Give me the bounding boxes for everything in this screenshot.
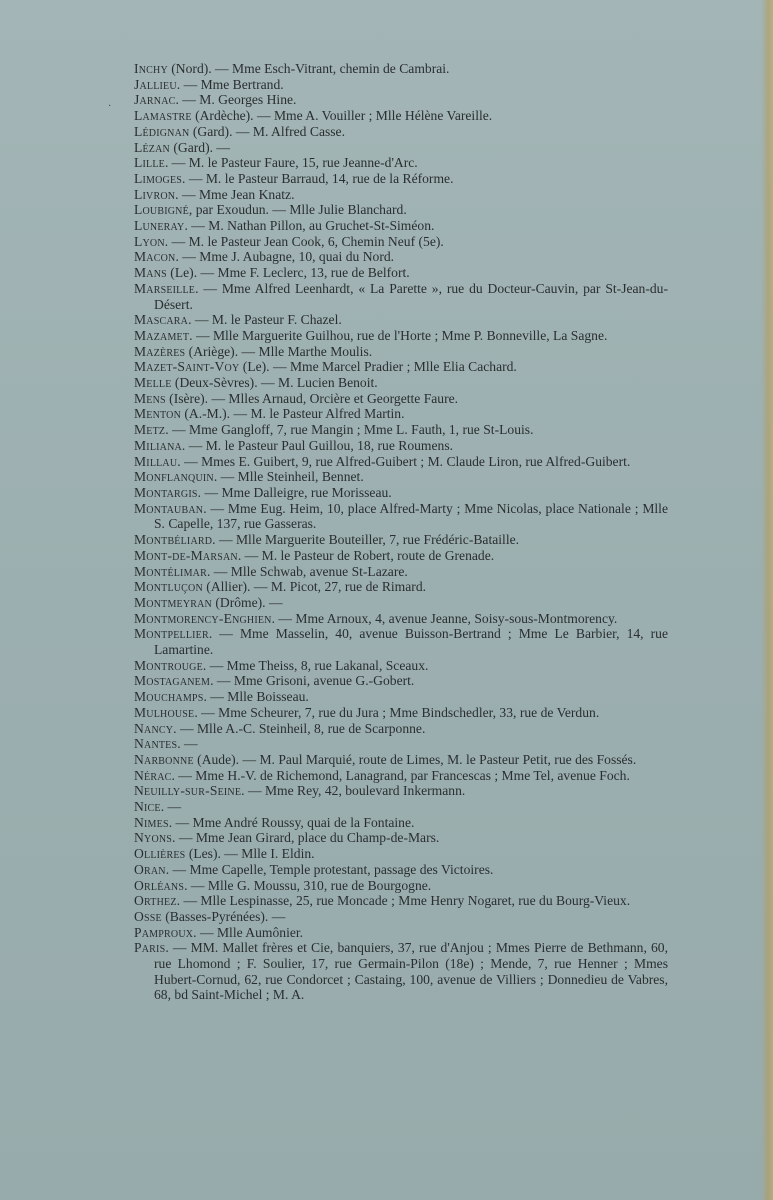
entry-place: Montélimar — [134, 563, 207, 579]
entry-text: (Ariège). — Mlle Marthe Moulis. — [185, 343, 373, 359]
directory-entry — [134, 202, 668, 218]
entry-text: . — M. le Pasteur Jean Cook, 6, Chemin Neuf (5e). — [164, 233, 444, 249]
entry-place: Oran — [134, 861, 166, 877]
entry-text: . — Mme Arnoux, 4, avenue Jeanne, Soisy-sous-Montmorency. — [271, 610, 618, 626]
entry-place: Nantes — [134, 736, 178, 752]
entry-place: Limoges — [134, 170, 183, 186]
entry-text: . — Mme Rey, 42, boulevard Inkermann. — [241, 783, 466, 799]
entry-text: (Ardèche). — Mme A. Vouiller ; Mlle Hélène Vareille. — [191, 108, 493, 124]
entry-place: Montargis — [134, 484, 198, 500]
entry-text: (Le). — Mme F. Leclerc, 13, rue de Belfort. — [166, 265, 410, 281]
directory-entry — [134, 783, 668, 799]
entry-text: . — Mme André Roussy, quai de la Fontaine. — [168, 814, 415, 830]
directory-entry — [134, 548, 668, 564]
entry-text: . — Mlle Schwab, avenue St-Lazare. — [206, 563, 408, 579]
directory-entry — [134, 862, 668, 878]
entry-place: Mazamet — [134, 327, 190, 343]
directory-entry — [134, 108, 668, 124]
entry-place: Mouchamps — [134, 689, 204, 705]
page-edge — [761, 0, 773, 1200]
entry-place: Miliana — [134, 437, 182, 453]
directory-entry — [134, 736, 668, 752]
entry-place: Inchy — [134, 61, 168, 76]
entry-place: Narbonne — [134, 751, 194, 767]
directory-entry — [134, 705, 668, 721]
entry-text: . — Mme Grisoni, avenue G.-Gobert. — [210, 673, 415, 689]
entry-text: . — Mme Alfred Leenhardt, « La Parette », rue du Docteur-Cauvin, par St-Jean-du-Désert. — [154, 280, 668, 312]
entry-place: Montluçon — [134, 579, 203, 595]
entry-text: . — Mlle A.-C. Steinheil, 8, rue de Scarponne. — [173, 720, 426, 736]
entry-text: (Basses-Pyrénées). — — [161, 908, 286, 924]
entry-place: Marseille — [134, 280, 196, 296]
directory-entry — [134, 501, 668, 532]
entry-place: Mens — [134, 390, 166, 406]
directory-entry — [134, 752, 668, 768]
entry-place: Metz — [134, 422, 166, 438]
entry-text: . — M. le Pasteur Faure, 15, rue Jeanne-d'Arc. — [164, 155, 418, 171]
directory-entry — [134, 234, 668, 250]
entry-place: Loubigné — [134, 202, 189, 218]
entry-list — [134, 61, 668, 1003]
entry-text: . — Mlle Lespinasse, 25, rue Moncade ; Mme Henry Nogaret, rue du Bourg-Vieux. — [176, 893, 631, 909]
entry-place: Lyon — [134, 233, 165, 249]
entry-text: . — M. Georges Hine. — [175, 92, 297, 108]
entry-text: . — Mme Scheurer, 7, rue du Jura ; Mme Bindschedler, 33, rue de Verdun. — [194, 704, 600, 720]
directory-entry — [134, 878, 668, 894]
entry-place: Nyons — [134, 830, 173, 846]
directory-entry — [134, 925, 668, 941]
directory-entry — [134, 140, 668, 156]
entry-place: Mazet-Saint-Voy — [134, 359, 240, 375]
entry-text: (Gard). — — [169, 139, 230, 155]
directory-entry — [134, 564, 668, 580]
entry-text: . — Mme J. Aubagne, 10, quai du Nord. — [175, 249, 395, 265]
entry-text: . — M. le Pasteur Paul Guillou, 18, rue Roumens. — [181, 437, 454, 453]
directory-entry — [134, 626, 668, 657]
entry-text: . — Mme Gangloff, 7, rue Mangin ; Mme L. Fauth, 1, rue St-Louis. — [165, 422, 534, 438]
entry-text: . — Mlle G. Moussu, 310, rue de Bourgogne. — [184, 877, 432, 893]
entry-text: . — Mmes E. Guibert, 9, rue Alfred-Guibert ; M. Claude Liron, rue Alfred-Guibert. — [177, 453, 631, 469]
entry-place: Jarnac — [134, 92, 176, 108]
entry-text: . — Mlle Aumônier. — [193, 924, 304, 940]
entry-place: Mulhouse — [134, 704, 195, 720]
entry-text: (Gard). — M. Alfred Casse. — [189, 123, 345, 139]
directory-entry — [134, 909, 668, 925]
directory-entry — [134, 940, 668, 1003]
entry-place: Montpellier — [134, 626, 209, 642]
directory-entry — [134, 375, 668, 391]
entry-text: . — M. le Pasteur de Robert, route de Grenade. — [237, 547, 495, 563]
entry-text: . — M. le Pasteur F. Chazel. — [188, 312, 342, 328]
entry-text: . — Mme Bertrand. — [176, 76, 284, 92]
entry-text: . — MM. Mallet frères et Cie, banquiers, 37, rue d'Anjou ; Mmes Pierre de Bethmann, 60, rue Lhomond ; F. Soulier, 17, rue Germain-Pilon (18e) ; Mende, 7, rue Henner ; Mmes Hubert-Cornud, 62, rue Condorcet ; Castaing, 100, avenue de Villiers ; Donnedieu de Vabres, 68, bd Saint-Michel ; M. A. — [154, 940, 668, 1003]
entry-place: Monflanquin — [134, 469, 214, 485]
entry-text: (Deux-Sèvres). — M. Lucien Benoit. — [171, 375, 378, 391]
entry-text: (Aude). — M. Paul Marquié, route de Limes, M. le Pasteur Petit, rue des Fossés. — [193, 751, 637, 767]
directory-entry — [134, 893, 668, 909]
entry-place: Menton — [134, 406, 181, 422]
directory-entry — [134, 344, 668, 360]
entry-place: Mont-de-Marsan — [134, 547, 238, 563]
directory-entry — [134, 454, 668, 470]
directory-entry — [134, 721, 668, 737]
entry-text: . — Mme Masselin, 40, avenue Buisson-Bertrand ; Mme Le Barbier, 14, rue Lamartine. — [154, 626, 668, 658]
directory-entry — [134, 77, 668, 93]
directory-entry — [134, 815, 668, 831]
directory-entry — [134, 485, 668, 501]
entry-text: . — M. le Pasteur Barraud, 14, rue de la Réforme. — [182, 170, 454, 186]
entry-place: Orthez — [134, 893, 177, 909]
entry-place: Montbéliard — [134, 532, 213, 548]
entry-place: Mazères — [134, 343, 186, 359]
directory-entry — [134, 218, 668, 234]
entry-place: Montauban — [134, 500, 204, 516]
directory-entry — [134, 155, 668, 171]
directory-entry — [134, 249, 668, 265]
entry-text: (Allier). — M. Picot, 27, rue de Rimard. — [202, 579, 427, 595]
directory-entry — [134, 579, 668, 595]
entry-place: Nérac — [134, 767, 172, 783]
entry-text: . — Mme H.-V. de Richemond, Lanagrand, par Francescas ; Mme Tel, avenue Foch. — [171, 767, 630, 783]
entry-text: (Les). — Mlle I. Eldin. — [185, 846, 315, 862]
directory-entry — [134, 595, 668, 611]
entry-place: Lézan — [134, 139, 170, 155]
directory-entry — [134, 799, 668, 815]
margin-dot: · — [108, 101, 112, 112]
directory-entry — [134, 312, 668, 328]
directory-entry — [134, 281, 668, 312]
directory-entry — [134, 265, 668, 281]
entry-place: Luneray — [134, 218, 185, 234]
entry-place: Neuilly-sur-Seine — [134, 783, 242, 799]
directory-entry — [134, 846, 668, 862]
entry-place: Lille — [134, 155, 165, 171]
entry-place: Livron — [134, 186, 176, 202]
directory-entry — [134, 187, 668, 203]
directory-entry — [134, 92, 668, 108]
entry-place: Macon — [134, 249, 176, 265]
entry-text: , par Exoudun. — Mlle Julie Blanchard. — [188, 202, 407, 218]
directory-entry — [134, 830, 668, 846]
entry-text: . — M. Nathan Pillon, au Gruchet-St-Siméon. — [184, 218, 435, 234]
entry-place: Ollières — [134, 846, 186, 862]
entry-place: Orléans — [134, 877, 185, 893]
directory-entry — [134, 61, 668, 77]
entry-text: . — Mme Jean Knatz. — [175, 186, 295, 202]
directory-entry — [134, 171, 668, 187]
entry-place: Paris — [134, 940, 166, 956]
entry-place: Millau — [134, 453, 178, 469]
directory-entry — [134, 673, 668, 689]
directory-entry — [134, 438, 668, 454]
entry-place: Nice — [134, 799, 161, 815]
entry-text: . — Mme Theiss, 8, rue Lakanal, Sceaux. — [202, 657, 429, 673]
directory-entry — [134, 469, 668, 485]
entry-text: . — Mme Capelle, Temple protestant, passage des Victoires. — [165, 861, 494, 877]
entry-place: Lédignan — [134, 123, 190, 139]
directory-entry — [134, 406, 668, 422]
directory-entry — [134, 391, 668, 407]
directory-entry — [134, 689, 668, 705]
entry-place: Jallieu — [134, 76, 177, 92]
entry-text: . — — [160, 799, 182, 815]
entry-place: Montmorency-Enghien — [134, 610, 272, 626]
directory-entry — [134, 124, 668, 140]
entry-text: . — Mlle Boisseau. — [203, 689, 309, 705]
entry-place: Osse — [134, 908, 162, 924]
entry-place: Mostaganem — [134, 673, 211, 689]
directory-entry — [134, 611, 668, 627]
entry-place: Pamproux — [134, 924, 194, 940]
directory-entry — [134, 422, 668, 438]
entry-place: Melle — [134, 375, 172, 391]
entry-place: Nimes — [134, 814, 169, 830]
directory-entry — [134, 532, 668, 548]
entry-text: (A.-M.). — M. le Pasteur Alfred Martin. — [181, 406, 405, 422]
entry-text: (Isère). — Mlles Arnaud, Orcière et Georgette Faure. — [165, 390, 459, 406]
entry-place: Mans — [134, 265, 167, 281]
entry-place: Mascara — [134, 312, 189, 328]
entry-text: . — Mlle Marguerite Bouteiller, 7, rue Frédéric-Bataille. — [212, 532, 520, 548]
directory-entry — [134, 328, 668, 344]
entry-place: Lamastre — [134, 108, 192, 124]
entry-text: . — Mlle Steinheil, Bennet. — [213, 469, 364, 485]
entry-text: . — Mlle Marguerite Guilhou, rue de l'Horte ; Mme P. Bonneville, La Sagne. — [189, 327, 608, 343]
entry-text: (Nord). — Mme Esch-Vitrant, chemin de Cambrai. — [167, 61, 450, 76]
directory-entry — [134, 658, 668, 674]
entry-place: Nancy — [134, 720, 174, 736]
entry-text: . — — [177, 736, 198, 752]
entry-text: . — Mme Jean Girard, place du Champ-de-Mars. — [172, 830, 440, 846]
directory-entry — [134, 768, 668, 784]
entry-text: (Drôme). — — [211, 594, 283, 610]
entry-place: Montmeyran — [134, 594, 212, 610]
entry-place: Montrouge — [134, 657, 203, 673]
directory-entry — [134, 359, 668, 375]
entry-text: . — Mme Eug. Heim, 10, place Alfred-Marty ; Mme Nicolas, place Nationale ; Mlle S. Capelle, 137, rue Gasseras. — [154, 500, 668, 532]
entry-text: (Le). — Mme Marcel Pradier ; Mlle Elia Cachard. — [239, 359, 517, 375]
entry-text: . — Mme Dalleigre, rue Morisseau. — [197, 484, 392, 500]
